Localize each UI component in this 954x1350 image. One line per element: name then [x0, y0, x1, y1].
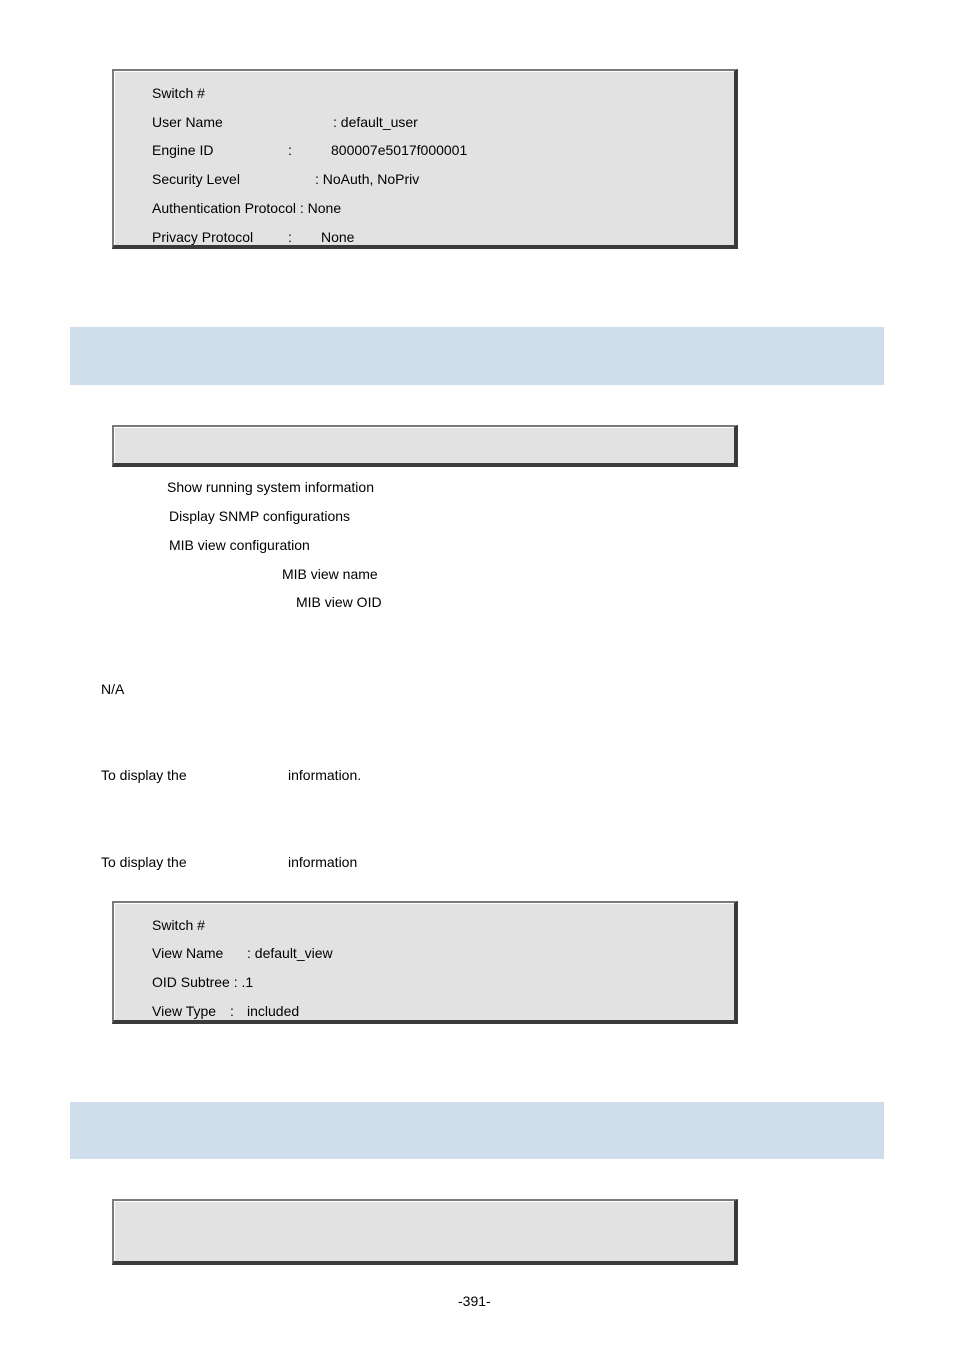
section-heading-band — [70, 327, 884, 385]
example-text-prefix: To display the — [101, 854, 187, 870]
command-syntax-box — [112, 425, 738, 467]
user-name-value: : default_user — [333, 114, 418, 130]
default-value: N/A — [101, 681, 125, 697]
auth-protocol-line: Authentication Protocol : None — [152, 200, 342, 216]
param-mib-view: MIB view configuration — [169, 537, 310, 553]
privacy-protocol-label: Privacy Protocol — [152, 229, 254, 245]
engine-id-sep: : — [288, 142, 292, 158]
usage-text-suffix: information. — [288, 767, 362, 783]
oid-subtree-line: OID Subtree : .1 — [152, 974, 254, 990]
engine-id-value: 800007e5017f000001 — [331, 142, 468, 158]
page-number: -391- — [458, 1293, 491, 1309]
view-type-sep: : — [230, 1003, 234, 1019]
security-level-label: Security Level — [152, 171, 240, 187]
param-snmp: Display SNMP configurations — [169, 508, 351, 524]
view-type-label: View Type — [152, 1003, 217, 1019]
next-command-syntax-box — [112, 1199, 738, 1265]
view-name-label: View Name — [152, 945, 224, 961]
user-name-label: User Name — [152, 114, 223, 130]
view-output-prompt: Switch # — [152, 917, 205, 933]
user-output-prompt: Switch # — [152, 85, 205, 101]
usage-text-prefix: To display the — [101, 767, 187, 783]
privacy-protocol-value: None — [321, 229, 355, 245]
view-name-value: : default_view — [247, 945, 333, 961]
engine-id-label: Engine ID — [152, 142, 214, 158]
param-view-name: MIB view name — [282, 566, 378, 582]
example-text-suffix: information — [288, 854, 358, 870]
param-show-running: Show running system information — [167, 479, 374, 495]
security-level-value: : NoAuth, NoPriv — [315, 171, 420, 187]
next-section-heading-band — [70, 1102, 884, 1159]
view-type-value: included — [247, 1003, 300, 1019]
user-output-box — [112, 69, 738, 249]
privacy-protocol-sep: : — [288, 229, 292, 245]
param-view-oid: MIB view OID — [296, 594, 382, 610]
